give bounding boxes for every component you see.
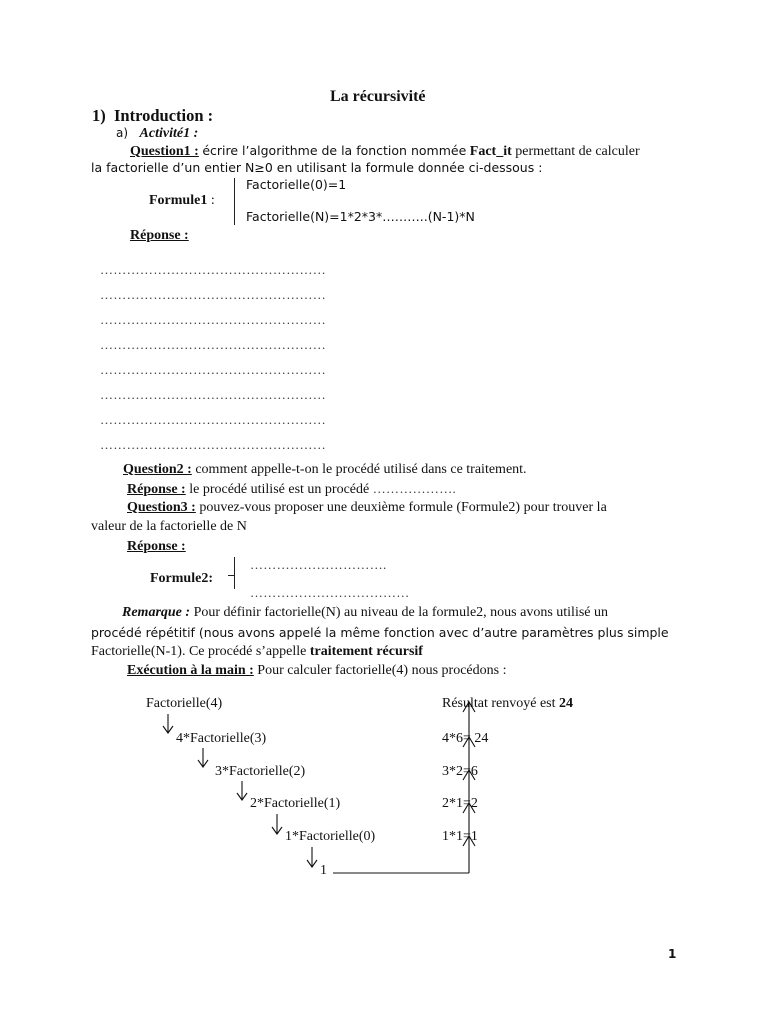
result-final-text: Résultat renvoyé est: [442, 696, 556, 711]
formule1-colon: :: [210, 193, 215, 208]
remarque-text3b: traitement récursif: [309, 644, 423, 659]
down-arrow-icon: [237, 781, 247, 800]
down-arrow-icon: [163, 714, 173, 733]
answer-line: ……………………………………………: [100, 412, 327, 427]
formule1-line2-dots: ………..: [382, 209, 428, 224]
result-final-value: 24: [559, 696, 574, 711]
call-step: 3*Factorielle(2): [215, 764, 306, 779]
answer-line: ……………………………………………: [100, 262, 327, 277]
question1-line2: la factorielle d’un entier N≥0 en utilisant la formule donnée ci-dessous :: [91, 160, 543, 175]
answer-line: ……………………………………………: [100, 387, 327, 402]
question1-label: Question1 :: [130, 144, 199, 159]
remarque-line2: procédé répétitif (nous avons appelé la même fonction avec d’autre paramètres plus simple: [91, 625, 669, 640]
answer-line: ……………………………………………: [100, 437, 327, 452]
formule1-label: Formule1: [149, 193, 208, 208]
question2-label: Question2 :: [123, 462, 192, 477]
question3-label: Question3 :: [127, 500, 196, 515]
result-step: 4*6= 24: [442, 731, 489, 746]
formule1-line1: Factorielle(0)=1: [246, 177, 347, 192]
down-arrow-icon: [198, 748, 208, 767]
answer-line: ……………………………………………: [100, 362, 327, 377]
call-step: 4*Factorielle(3): [176, 731, 267, 746]
question1-text-b: permettant de calculer: [515, 144, 640, 159]
question3-text: pouvez-vous proposer une deuxième formule (Formule2) pour trouver la: [199, 500, 607, 515]
activity-label: Activité1 :: [139, 126, 199, 141]
call-step-base: 1: [320, 863, 327, 878]
reponse1-label: Réponse :: [130, 228, 189, 243]
formule2-dots1: ………………………….: [250, 557, 387, 572]
formule1-line2-a: Factorielle(N)=1*2*3*: [246, 209, 383, 224]
remarque-text3a: Factorielle(N-1). Ce procédé s’appelle: [91, 644, 307, 659]
answer-line: ……………………………………………: [100, 287, 327, 302]
call-step: 2*Factorielle(1): [250, 796, 341, 811]
page-title: La récursivité: [330, 88, 426, 105]
section-label: Introduction :: [114, 106, 214, 125]
section-number: 1): [92, 106, 106, 125]
formule2-label: Formule2:: [150, 571, 213, 586]
answer-line: ……………………………………………: [100, 312, 327, 327]
reponse2-dots: ……………….: [372, 481, 457, 496]
formule2-dots2: ………………………………: [250, 585, 410, 600]
reponse2-label: Réponse :: [127, 482, 186, 497]
down-arrow-icon: [307, 847, 317, 867]
result-step: 2*1=2: [442, 796, 478, 811]
remarque-label: Remarque :: [122, 605, 191, 620]
question1-text-a: écrire l’algorithme de la fonction nommée: [202, 143, 467, 158]
call-step: 1*Factorielle(0): [285, 829, 376, 844]
result-step: 1*1=1: [442, 829, 478, 844]
down-arrow-icon: [272, 814, 282, 834]
remarque-text1: Pour définir factorielle(N) au niveau de la formule2, nous avons utilisé un: [193, 605, 608, 620]
page-number: 1: [668, 947, 677, 961]
call-step: Factorielle(4): [146, 696, 223, 711]
function-name: Fact_it: [469, 144, 512, 159]
formule1-line2-b: (N-1)*N: [427, 209, 475, 224]
reponse3-label: Réponse :: [127, 539, 186, 554]
activity-marker: a): [116, 126, 129, 140]
reponse2-text: le procédé utilisé est un procédé: [189, 482, 370, 497]
result-step: 3*2=6: [442, 764, 478, 779]
question2-text: comment appelle-t-on le procédé utilisé dans ce traitement.: [195, 462, 527, 477]
question3-line2: valeur de la factorielle de N: [91, 519, 247, 534]
execution-text: Pour calculer factorielle(4) nous procédons :: [257, 663, 507, 678]
return-path: [333, 702, 475, 873]
execution-label: Exécution à la main :: [127, 663, 254, 678]
answer-line: ……………………………………………: [100, 337, 327, 352]
